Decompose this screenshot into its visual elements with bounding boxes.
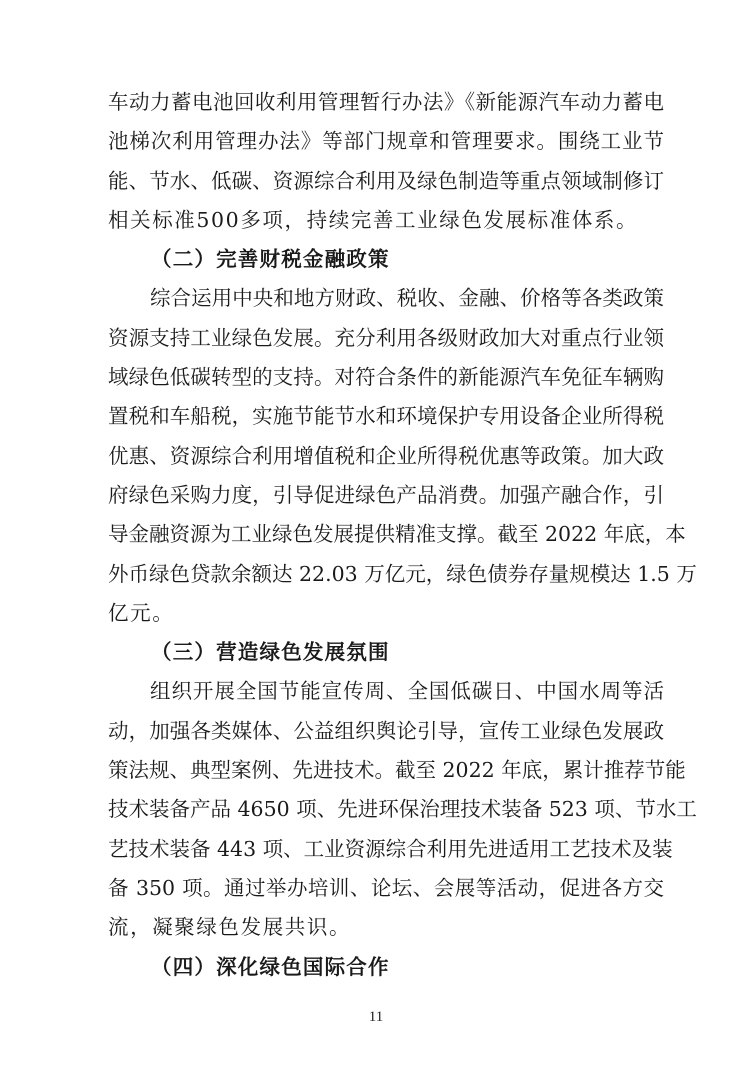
text-line: 综合运用中央和地方财政、税收、金融、价格等各类政策 xyxy=(150,286,664,311)
text-line: 组织开展全国节能宣传周、全国低碳日、中国水周等活 xyxy=(150,679,664,704)
text-line: 策法规、典型案例、先进技术。截至 2022 年底，累计推荐节能 xyxy=(108,758,686,783)
page-number: 11 xyxy=(368,1009,384,1025)
paragraph-standards xyxy=(108,83,664,240)
text-line: 流，凝聚绿色发展共识。 xyxy=(108,915,352,940)
text-line: 池梯次利用管理办法》等部门规章和管理要求。围绕工业节 xyxy=(108,129,664,154)
text-line: 技术装备产品 4650 项、先进环保治理技术装备 523 项、节水工 xyxy=(108,797,697,822)
text-line: 府绿色采购力度，引导促进绿色产品消费。加强产融合作，引 xyxy=(108,482,664,507)
text-line: 相关标准500多项，持续完善工业绿色发展标准体系。 xyxy=(108,207,639,232)
document-page xyxy=(108,83,697,987)
text-line: 资源支持工业绿色发展。充分利用各级财政加大对重点行业领 xyxy=(108,325,664,350)
section-heading-international: （四）深化绿色国际合作 xyxy=(151,954,390,979)
text-line: 能、节水、低碳、资源综合利用及绿色制造等重点领域制修订 xyxy=(108,168,664,193)
text-line: 亿元。 xyxy=(108,600,175,625)
text-line: 优惠、资源综合利用增值税和企业所得税优惠等政策。加大政 xyxy=(108,443,664,468)
text-line: 备 350 项。通过举办培训、论坛、会展等活动，促进各方交 xyxy=(108,875,664,900)
section-heading-finance-tax: （二）完善财税金融政策 xyxy=(151,247,390,272)
text-line: 置税和车船税，实施节能节水和环境保护专用设备企业所得税 xyxy=(108,404,664,429)
text-line: 外币绿色贷款余额达 22.03 万亿元，绿色债券存量规模达 1.5 万 xyxy=(108,561,697,586)
text-line: 动，加强各类媒体、公益组织舆论引导，宣传工业绿色发展政 xyxy=(108,718,664,743)
paragraph-finance-tax xyxy=(108,279,697,633)
section-heading-atmosphere: （三）营造绿色发展氛围 xyxy=(151,640,390,665)
text-line: 域绿色低碳转型的支持。对符合条件的新能源汽车免征车辆购 xyxy=(108,365,664,390)
text-line: 导金融资源为工业绿色发展提供精准支撑。截至 2022 年底，本 xyxy=(108,522,686,547)
text-line: 车动力蓄电池回收利用管理暂行办法》《新能源汽车动力蓄电 xyxy=(108,90,664,114)
text-line: 艺技术装备 443 项、工业资源综合利用先进适用工艺技术及装 xyxy=(108,836,673,861)
paragraph-atmosphere xyxy=(108,672,697,947)
